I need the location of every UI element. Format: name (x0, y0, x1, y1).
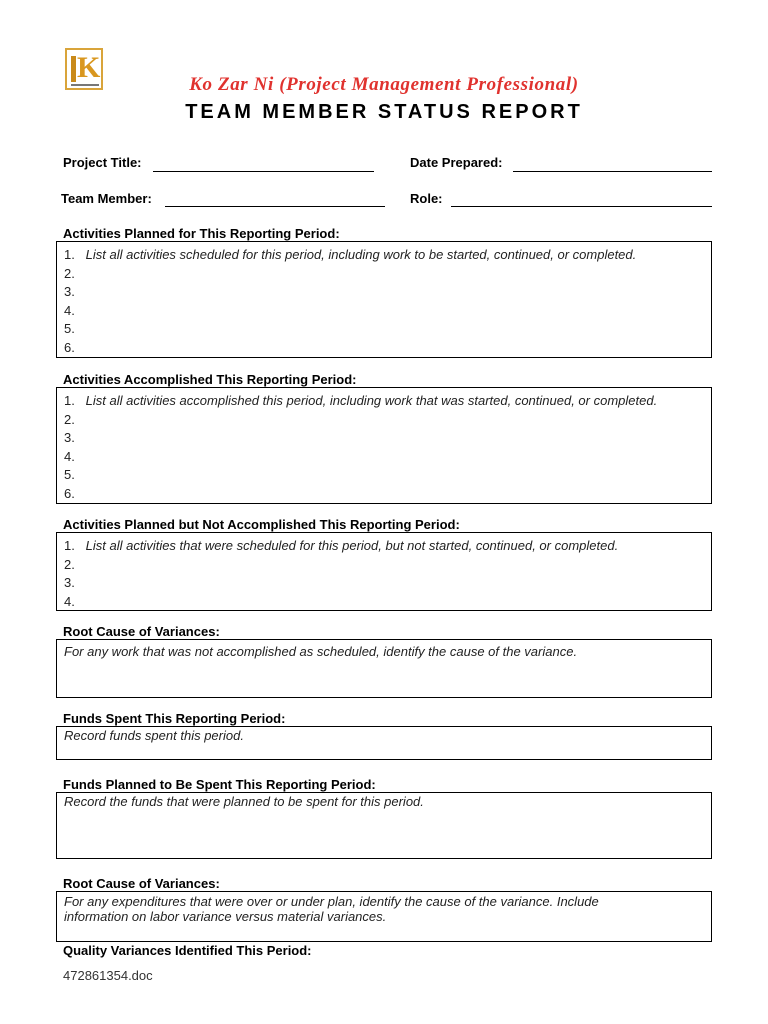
funds-spent-hint: Record funds spent this period. (64, 728, 244, 743)
funds-spent-section-label: Funds Spent This Reporting Period: (63, 711, 286, 726)
not-accomplished-activities-box[interactable] (56, 532, 712, 611)
project-title-field[interactable] (153, 171, 374, 172)
company-logo: K (65, 48, 103, 90)
list-item: 4. (64, 302, 75, 318)
list-item: 5. (64, 321, 75, 336)
list-item: 3. (64, 284, 75, 299)
list-item: 1. List all activities scheduled for this period, including work to be started, continued, or completed. (64, 247, 637, 262)
root-cause-2-section-label: Root Cause of Variances: (63, 876, 220, 891)
list-item: 6. (64, 339, 75, 355)
list-item: 1. List all activities accomplished this period, including work that was started, continued, or completed. (64, 393, 658, 408)
root-cause-2-hint-line2: information on labor variance versus material variances. (64, 909, 387, 924)
date-prepared-label: Date Prepared: (410, 155, 503, 170)
root-cause-hint: For any work that was not accomplished as scheduled, identify the cause of the variance. (64, 644, 578, 659)
role-field[interactable] (451, 206, 712, 207)
document-filename: 472861354.doc (63, 968, 153, 983)
list-item: 3. (64, 430, 75, 445)
list-item: 2. (64, 411, 75, 427)
list-item: 2. (64, 265, 75, 281)
team-member-field[interactable] (165, 206, 385, 207)
list-item: 5. (64, 467, 75, 482)
root-cause-2-hint-line1: For any expenditures that were over or under plan, identify the cause of the variance. Include (64, 894, 599, 909)
date-prepared-field[interactable] (513, 171, 712, 172)
accomplished-activities-box[interactable] (56, 387, 712, 504)
planned-activities-box[interactable] (56, 241, 712, 358)
list-item: 3. (64, 575, 75, 590)
funds-planned-hint: Record the funds that were planned to be spent for this period. (64, 794, 424, 809)
funds-planned-section-label: Funds Planned to Be Spent This Reporting Period: (63, 777, 376, 792)
page-title: TEAM MEMBER STATUS REPORT (185, 101, 583, 123)
author-subtitle: Ko Zar Ni (Project Management Professional) (189, 74, 579, 95)
list-item: 1. List all activities that were scheduled for this period, but not started, continued, or completed. (64, 538, 619, 553)
not-accomplished-section-label: Activities Planned but Not Accomplished This Reporting Period: (63, 517, 460, 532)
root-cause-box[interactable] (56, 639, 712, 698)
list-item: 4. (64, 448, 75, 464)
team-member-label: Team Member: (61, 191, 152, 206)
role-label: Role: (410, 191, 443, 206)
accomplished-section-label: Activities Accomplished This Reporting Period: (63, 372, 357, 387)
list-item: 2. (64, 556, 75, 572)
funds-spent-box[interactable] (56, 726, 712, 760)
list-item: 6. (64, 485, 75, 501)
quality-section-label: Quality Variances Identified This Period: (63, 943, 312, 958)
list-item: 4. (64, 593, 75, 609)
planned-section-label: Activities Planned for This Reporting Period: (63, 226, 340, 241)
root-cause-2-box[interactable] (56, 891, 712, 942)
root-cause-section-label: Root Cause of Variances: (63, 624, 220, 639)
project-title-label: Project Title: (63, 155, 142, 170)
funds-planned-box[interactable] (56, 792, 712, 859)
